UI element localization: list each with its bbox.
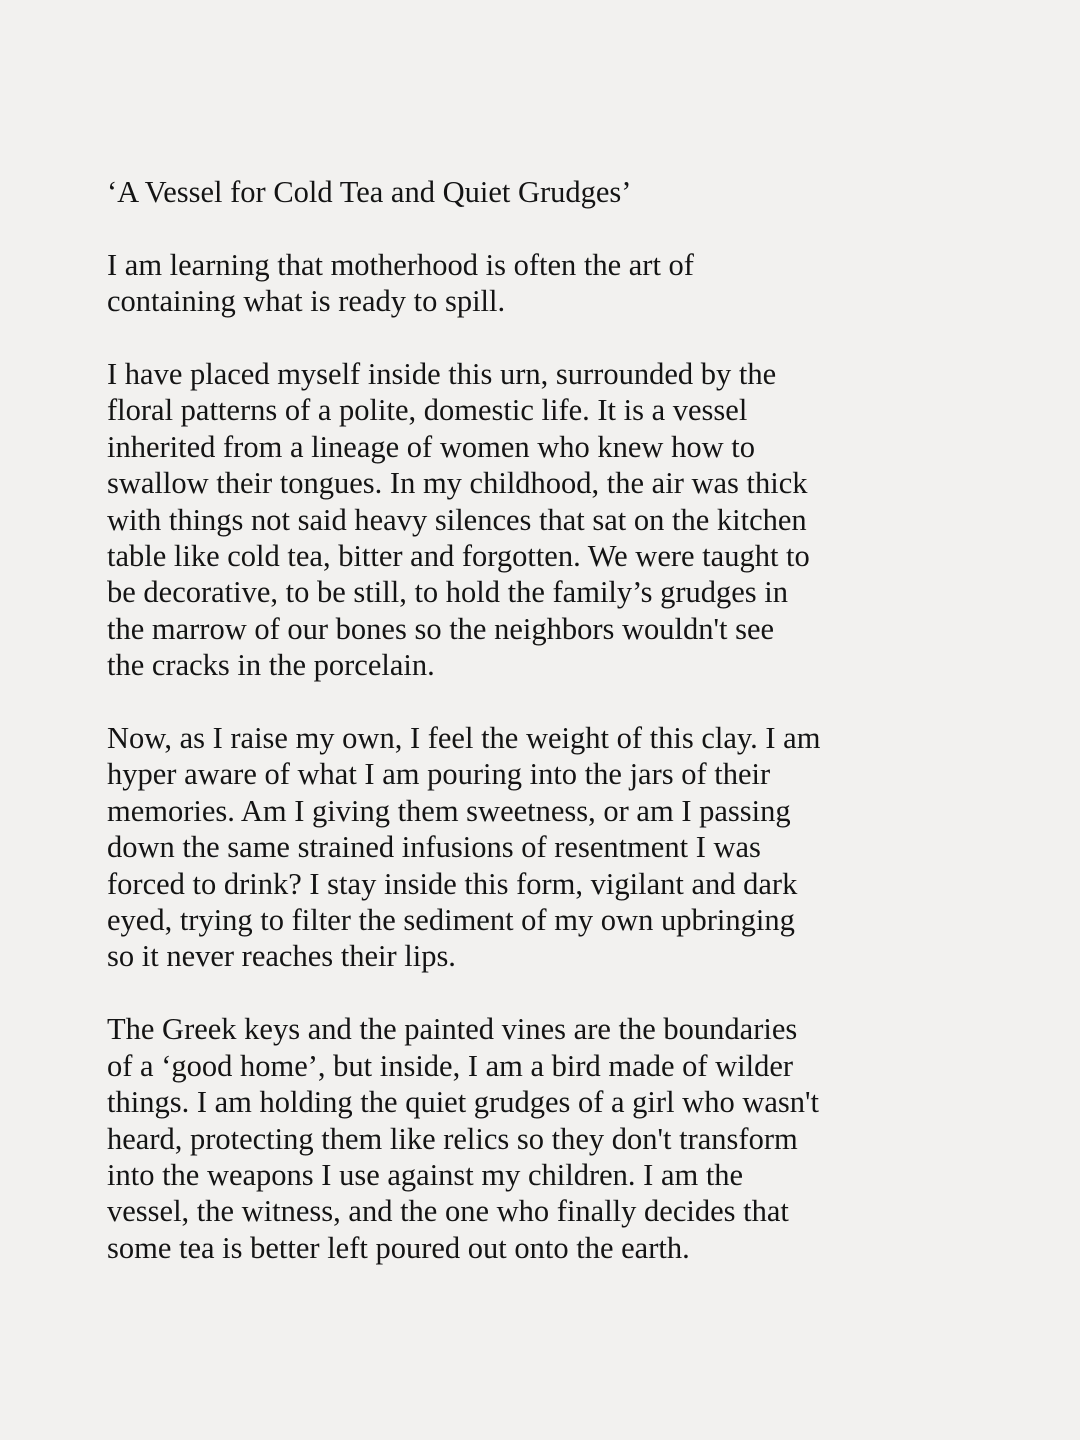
text-line: inherited from a lineage of women who knew how to [107, 429, 755, 464]
text-line: forced to drink? I stay inside this form, vigilant and dark [107, 866, 798, 901]
text-line: some tea is better left poured out onto the earth. [107, 1230, 690, 1265]
text-line: into the weapons I use against my children. I am the [107, 1157, 744, 1192]
text-line: memories. Am I giving them sweetness, or am I passing [107, 793, 791, 828]
paragraph-2 [107, 356, 987, 684]
text-line: table like cold tea, bitter and forgotten. We were taught to [107, 539, 810, 574]
text-line: I have placed myself inside this urn, surrounded by the [107, 357, 777, 391]
text-line: things. I am holding the quiet grudges of a girl who wasn't [107, 1085, 819, 1120]
document-page [107, 174, 987, 1303]
text-line: containing what is ready to spill. [107, 284, 506, 319]
text-line: down the same strained infusions of resentment I was [107, 830, 761, 865]
text-line: Now, as I raise my own, I feel the weight of this clay. I am [107, 721, 821, 756]
text-line: so it never reaches their lips. [107, 939, 456, 974]
text-line: floral patterns of a polite, domestic life. It is a vessel [107, 393, 748, 428]
text-line: eyed, trying to filter the sediment of my own upbringing [107, 903, 795, 938]
text-line: be decorative, to be still, to hold the family’s grudges in [107, 575, 789, 610]
paragraph-1 [107, 247, 987, 320]
text-line: The Greek keys and the painted vines are the boundaries [107, 1012, 798, 1047]
text-line: swallow their tongues. In my childhood, the air was thick [107, 466, 808, 501]
text-line: with things not said heavy silences that sat on the kitchen [107, 502, 807, 537]
text-line: of a ‘good home’, but inside, I am a bird made of wilder [107, 1048, 794, 1083]
text-line: heard, protecting them like relics so they don't transform [107, 1121, 798, 1156]
text-line: hyper aware of what I am pouring into the jars of their [107, 757, 771, 792]
paragraph-4 [107, 1011, 987, 1266]
text-line: vessel, the witness, and the one who finally decides that [107, 1194, 789, 1229]
text-line: I am learning that motherhood is often the art of [107, 247, 694, 282]
document-title: ‘A Vessel for Cold Tea and Quiet Grudges’ [107, 175, 632, 209]
paragraph-3 [107, 720, 987, 975]
text-line: the cracks in the porcelain. [107, 648, 435, 683]
text-line: the marrow of our bones so the neighbors wouldn't see [107, 611, 775, 646]
